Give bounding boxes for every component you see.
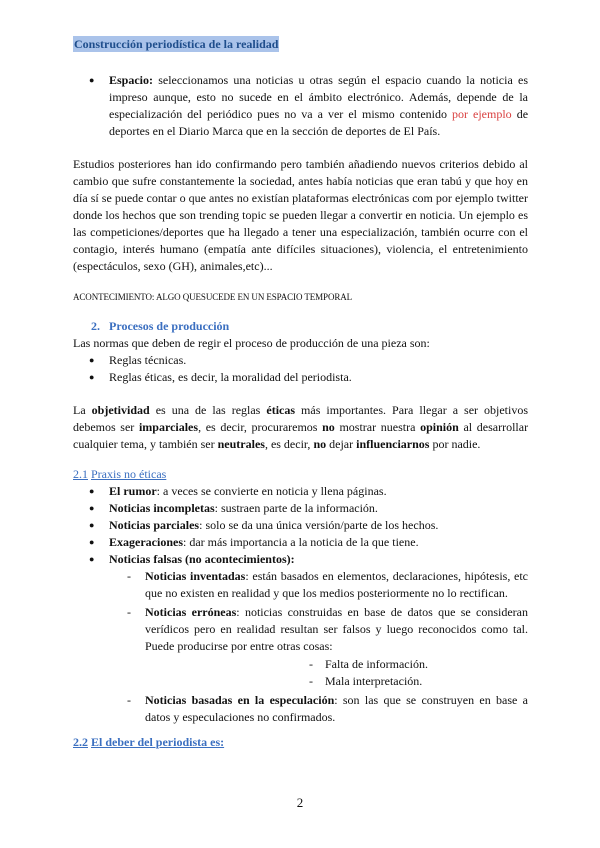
espacio-term: Espacio: [109, 73, 154, 87]
obj-text: más importantes. Para llegar a ser objetivos debemos ser [73, 403, 529, 434]
norma-item: ● Reglas éticas, es decir, la moralidad del periodista. [73, 369, 528, 386]
section-2-1-heading [73, 466, 528, 483]
praxis-term: Noticias incompletas [109, 501, 215, 515]
falsas-block [73, 568, 528, 726]
obj-bold: opinión [420, 420, 459, 434]
espacio-text-a: seleccionamos una noticias u otras según el espacio cuando la noticia es impreso aunque, esto no sucede en el ámbito electrónico. Además, depende de la especialización del periódico pues no va a ver el mismo contenido [109, 73, 528, 121]
normas-block [73, 352, 528, 386]
praxis-item [73, 483, 528, 500]
praxis-term: Noticias parciales [109, 518, 200, 532]
obj-text: al desarrollar cualquier tema, y también ser [73, 420, 529, 451]
norma-item: ● Reglas técnicas. [73, 352, 528, 369]
page-number: 2 [296, 795, 304, 810]
obj-bold: no [313, 437, 327, 451]
obj-text: es una de las reglas [155, 403, 261, 417]
praxis-item [73, 534, 528, 551]
obj-bold: objetividad [91, 403, 150, 417]
acontecimiento-definition: ACONTECIMIENTO: ALGO QUESUCEDE EN UN ESPACIO TEMPORAL [73, 292, 353, 302]
espacio-text-b: de deportes en el Diario Marca que en la sección de deportes de El País. [109, 107, 529, 138]
falsas-item [73, 604, 528, 655]
praxis-term: Exageraciones [109, 535, 183, 549]
causa-item: - Falta de información. [73, 656, 528, 673]
normas-intro: Las normas que deben de regir el proceso de producción de una pieza son: [73, 336, 430, 350]
section-2-title: Procesos de producción [109, 319, 230, 333]
praxis-item [73, 551, 528, 568]
falsas-term: Noticias inventadas [145, 569, 246, 583]
falsas-text: : están basados en elementos, declaraciones, hipótesis, etc que no existen en realidad y que los medios posteriormente no lo rectifican. [145, 569, 528, 600]
obj-text: mostrar nuestra [339, 420, 416, 434]
obj-bold: éticas [266, 403, 296, 417]
falsas-term: Noticias basadas en la especulación [145, 693, 335, 707]
obj-text: dejar [329, 437, 354, 451]
praxis-term: Noticias falsas (no acontecimientos): [109, 552, 295, 566]
praxis-text: : a veces se convierte en noticia y llena páginas. [156, 484, 387, 498]
normas-list [73, 352, 528, 386]
obj-bold: no [322, 420, 335, 434]
falsas-item [73, 692, 528, 726]
obj-bold: imparciales [138, 420, 199, 434]
causas-list [73, 656, 528, 690]
falsas-text: : son las que se construyen en base a datos y especulaciones no confirmados. [145, 693, 528, 724]
obj-text: por nadie. [432, 437, 481, 451]
praxis-block [73, 483, 528, 568]
obj-text: , es decir, procuraremos [198, 420, 318, 434]
praxis-term: El rumor [109, 484, 157, 498]
objetividad-paragraph [73, 402, 528, 453]
espacio-list [73, 72, 528, 140]
espacio-item [73, 72, 528, 140]
section-2-2-heading [73, 734, 528, 751]
section-2-1-title: Praxis no éticas [91, 467, 167, 481]
section-2-2-number: 2.2 [73, 735, 88, 749]
praxis-item [73, 517, 528, 534]
obj-text: , es decir, [264, 437, 311, 451]
praxis-list [73, 483, 528, 568]
paragraph-estudios: Estudios posteriores han ido confirmando pero también añadiendo nuevos criterios debido al cambio que sufre constantemente la sociedad, antes había noticias que eran tabú y que hoy en día sí se puede contar o que antes no existían plataformas electrónicas com por ejemplo twitter donde los hechos que son trending topic se pueden llegar a convertir en noticia. Un ejemplo es las competiciones/deportes que ha llegado a tener una especialización, también ocurre con el contagio, interés humano (empatía ante difíciles situaciones), violencia, el entretenimiento (espectáculos, sexo (GH), animales,etc)... [73, 157, 528, 273]
falsas-text: : noticias construidas en base de datos que se consideran verídicos pero en realidad resultan ser falsos y luego reconocidos como tal. Puede producirse por entre otras cosas: [145, 605, 529, 653]
praxis-text: : solo se da una única versión/parte de los hechos. [199, 518, 439, 532]
section-title-highlighted: Construcción periodística de la realidad [74, 37, 279, 51]
falsas-list-2 [73, 692, 528, 726]
title-block [73, 36, 528, 53]
section-2-number: 2. [91, 319, 100, 333]
obj-bold: influenciarnos [356, 437, 430, 451]
section-2-2-title: El deber del periodista es: [91, 735, 225, 749]
falsas-term: Noticias erróneas [145, 605, 237, 619]
falsas-item [73, 568, 528, 602]
section-2-1-number: 2.1 [73, 467, 88, 481]
espacio-highlight: por ejemplo [452, 107, 512, 121]
causa-item: - Mala interpretación. [73, 673, 528, 690]
falsas-list [73, 568, 528, 655]
obj-text: La [73, 403, 86, 417]
espacio-block [73, 72, 528, 140]
praxis-text: : sustraen parte de la información. [214, 501, 378, 515]
section-2-heading [73, 318, 528, 335]
praxis-text: : dar más importancia a la noticia de la que tiene. [183, 535, 419, 549]
praxis-item [73, 500, 528, 517]
obj-bold: neutrales [217, 437, 265, 451]
